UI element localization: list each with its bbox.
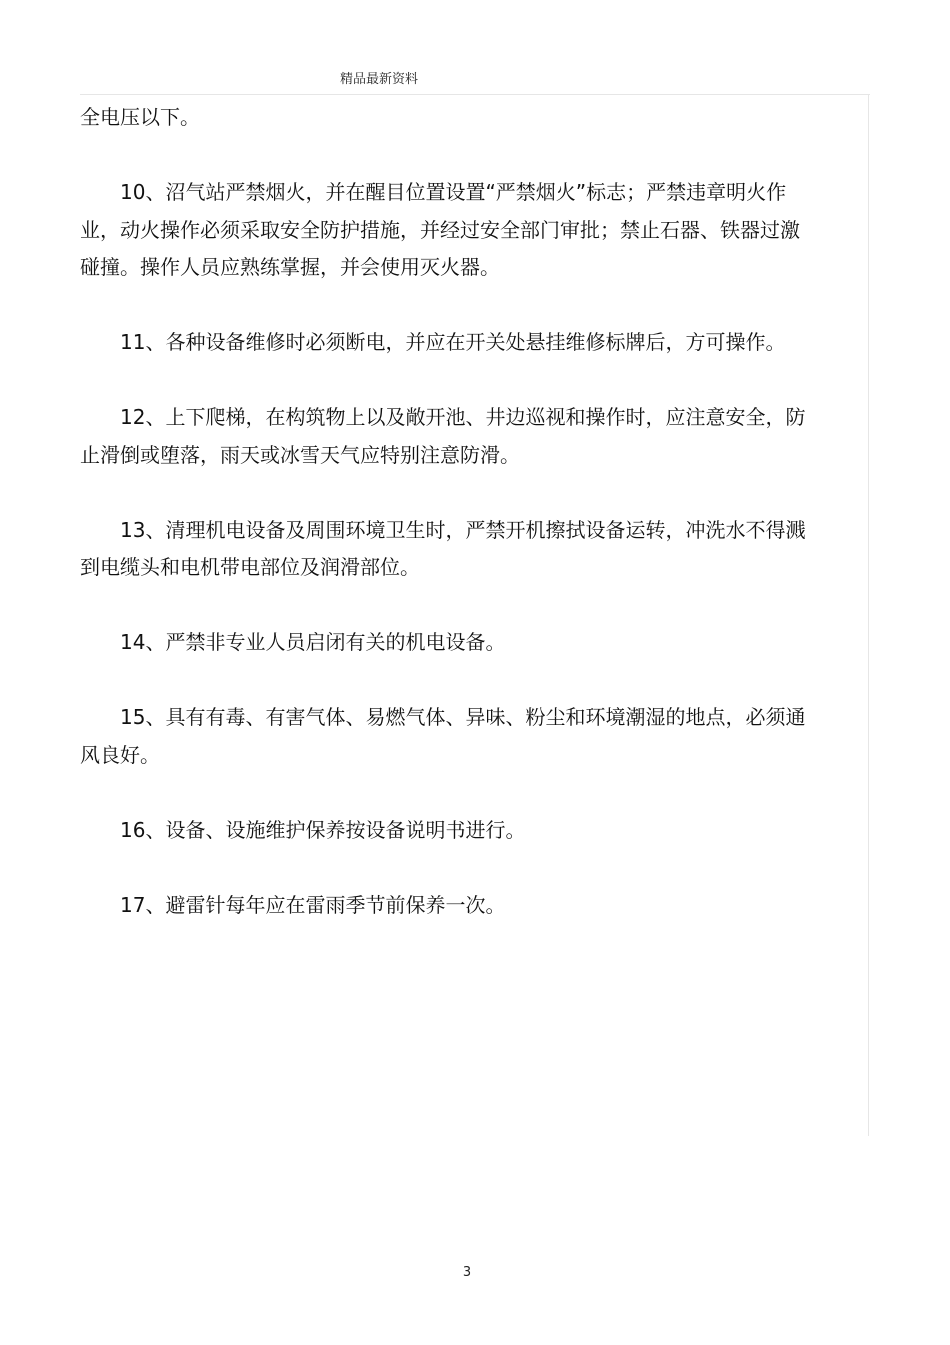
- paragraph-item-12: 12、上下爬梯，在构筑物上以及敞开池、井边巡视和操作时，应注意安全，防止滑倒或堕落，雨天或冰雪天气应特别注意防滑。: [80, 405, 806, 467]
- paragraph-item-15: 15、具有有毒、有害气体、易燃气体、异味、粉尘和环境潮湿的地点，必须通风良好。: [80, 705, 806, 767]
- paragraph-item-13: 13、清理机电设备及周围环境卫生时，严禁开机擦拭设备运转，冲洗水不得溅到电缆头和电机带电部位及润滑部位。: [80, 517, 806, 579]
- document-body: [80, 99, 815, 962]
- page-number: 3: [462, 1265, 472, 1280]
- right-margin-divider: [868, 94, 869, 1136]
- paragraph-item-17: 17、避雷针每年应在雷雨季节前保养一次。: [120, 892, 506, 917]
- header-divider: [80, 94, 870, 95]
- paragraph-item-10: 10、沼气站严禁烟火，并在醒目位置设置“严禁烟火”标志；严禁违章明火作业，动火操作必须采取安全防护措施，并经过安全部门审批；禁止石器、铁器过激碰撞。操作人员应熟练掌握，并会使用灭火器。: [80, 180, 800, 279]
- header-label: 精品最新资料: [340, 72, 419, 87]
- paragraph-item-16: 16、设备、设施维护保养按设备说明书进行。: [120, 817, 526, 842]
- paragraph-item-11: 11、各种设备维修时必须断电，并应在开关处悬挂维修标牌后，方可操作。: [120, 330, 786, 354]
- paragraph-item-14: 14、严禁非专业人员启闭有关的机电设备。: [120, 630, 506, 654]
- paragraph-continuation: 全电压以下。: [80, 105, 200, 129]
